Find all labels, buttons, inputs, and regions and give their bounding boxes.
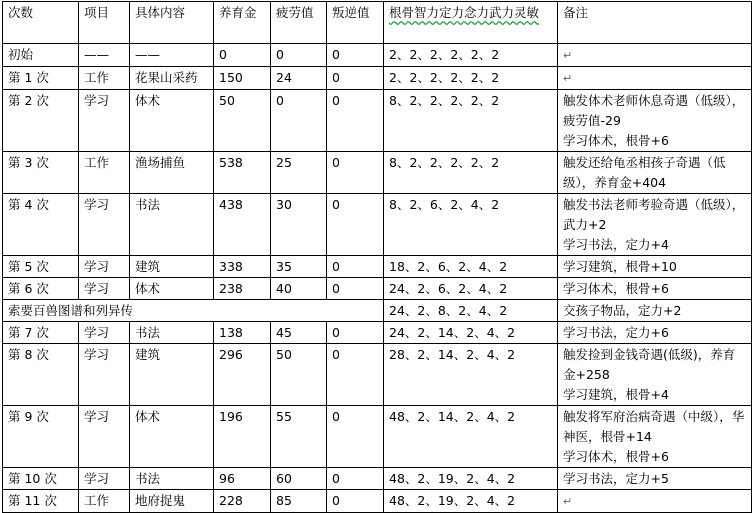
note-line: 学习书法，定力+5 [563, 471, 669, 486]
cell-item: 工作 [79, 490, 130, 513]
note-line: 学习建筑，根骨+4 [563, 387, 669, 402]
cell-rebel: 0 [327, 344, 384, 406]
cell-rebel: 0 [327, 468, 384, 490]
cell-item: 学习 [79, 90, 130, 152]
record-table [2, 1, 752, 513]
note-line: 触发体术老师休息奇遇（低级），疲劳值-29 [563, 93, 745, 128]
cell-count: 第 9 次 [3, 406, 79, 468]
header-fatigue: 疲劳值 [271, 2, 327, 44]
cell-count: 第 7 次 [3, 322, 79, 344]
cell-money: 196 [214, 406, 271, 468]
cell-fatigue: 25 [271, 152, 327, 194]
header-item: 项目 [79, 2, 130, 44]
cell-money: 50 [214, 90, 271, 152]
merged-cell: 索要百兽图谱和列异传 [3, 300, 384, 322]
table-row [3, 90, 752, 152]
cell-notes [558, 278, 752, 300]
note-line: 学习体术，根骨+6 [563, 133, 669, 148]
cell-stats: 8、2、2、2、2、2 [384, 152, 558, 194]
cell-item: —— [79, 44, 130, 67]
cell-stats: 24、2、6、2、4、2 [384, 278, 558, 300]
cell-stats: 48、2、19、2、4、2 [384, 468, 558, 490]
paragraph-mark-icon: ↵ [563, 72, 573, 85]
cell-notes [558, 90, 752, 152]
note-line: 学习书法，定力+4 [563, 237, 669, 252]
cell-money: 96 [214, 468, 271, 490]
cell-count: 第 4 次 [3, 194, 79, 256]
cell-count: 第 1 次 [3, 67, 79, 90]
paragraph-mark-icon: ↵ [563, 495, 573, 508]
table-body [3, 44, 752, 513]
cell-stats: 2、2、2、2、2、2 [384, 67, 558, 90]
cell-rebel: 0 [327, 152, 384, 194]
cell-item: 学习 [79, 194, 130, 256]
cell-item: 学习 [79, 344, 130, 406]
cell-stats: 48、2、19、2、4、2 [384, 490, 558, 513]
cell-notes [558, 344, 752, 406]
table-row [3, 278, 752, 300]
table-row [3, 194, 752, 256]
cell-stats: 8、2、6、2、4、2 [384, 194, 558, 256]
cell-notes [558, 468, 752, 490]
paragraph-mark-icon: ↵ [563, 49, 573, 62]
note-line: 触发还给龟丞相孩子奇遇（低级），养育金+404 [563, 155, 726, 190]
cell-fatigue: 45 [271, 322, 327, 344]
note-line: 交孩子物品，定力+2 [563, 303, 682, 318]
cell-rebel: 0 [327, 194, 384, 256]
cell-count: 初始 [3, 44, 79, 67]
cell-count: 第 8 次 [3, 344, 79, 406]
table-row [3, 322, 752, 344]
cell-notes [558, 322, 752, 344]
header-stats [384, 2, 558, 44]
cell-content: 渔场捕鱼 [130, 152, 214, 194]
cell-item: 学习 [79, 468, 130, 490]
cell-notes [558, 44, 752, 67]
cell-content: 体术 [130, 278, 214, 300]
header-notes: 备注 [558, 2, 752, 44]
cell-count: 第 6 次 [3, 278, 79, 300]
cell-fatigue: 60 [271, 468, 327, 490]
header-rebel: 叛逆值 [327, 2, 384, 44]
cell-fatigue: 30 [271, 194, 327, 256]
cell-content: 书法 [130, 322, 214, 344]
cell-stats: 24、2、8、2、4、2 [384, 300, 558, 322]
cell-fatigue: 0 [271, 44, 327, 67]
cell-fatigue: 24 [271, 67, 327, 90]
note-line: 学习体术，根骨+6 [563, 449, 669, 464]
cell-content: 地府捉鬼 [130, 490, 214, 513]
cell-count: 第 5 次 [3, 256, 79, 278]
cell-fatigue: 0 [271, 90, 327, 152]
cell-stats: 24、2、14、2、4、2 [384, 322, 558, 344]
cell-money: 538 [214, 152, 271, 194]
cell-count: 第 11 次 [3, 490, 79, 513]
cell-notes [558, 300, 752, 322]
table-row [3, 406, 752, 468]
cell-money: 0 [214, 44, 271, 67]
table-row [3, 490, 752, 513]
header-money: 养育金 [214, 2, 271, 44]
cell-money: 438 [214, 194, 271, 256]
cell-content: 体术 [130, 90, 214, 152]
cell-item: 学习 [79, 322, 130, 344]
cell-count: 第 3 次 [3, 152, 79, 194]
table-row [3, 468, 752, 490]
cell-rebel: 0 [327, 67, 384, 90]
cell-rebel: 0 [327, 256, 384, 278]
cell-notes [558, 406, 752, 468]
table-row [3, 344, 752, 406]
table-row [3, 152, 752, 194]
cell-money: 228 [214, 490, 271, 513]
cell-count: 第 10 次 [3, 468, 79, 490]
cell-rebel: 0 [327, 322, 384, 344]
cell-money: 296 [214, 344, 271, 406]
cell-content: —— [130, 44, 214, 67]
cell-money: 338 [214, 256, 271, 278]
cell-rebel: 0 [327, 44, 384, 67]
note-line: 触发书法老师考验奇遇（低级），武力+2 [563, 197, 745, 232]
table-row [3, 67, 752, 90]
cell-content: 体术 [130, 406, 214, 468]
cell-stats: 2、2、2、2、2、2 [384, 44, 558, 67]
cell-notes [558, 490, 752, 513]
cell-fatigue: 85 [271, 490, 327, 513]
cell-count: 第 2 次 [3, 90, 79, 152]
cell-stats: 28、2、14、2、4、2 [384, 344, 558, 406]
cell-rebel: 0 [327, 490, 384, 513]
cell-notes [558, 194, 752, 256]
cell-rebel: 0 [327, 406, 384, 468]
cell-notes [558, 67, 752, 90]
cell-content: 书法 [130, 468, 214, 490]
cell-item: 学习 [79, 406, 130, 468]
table-row [3, 300, 752, 322]
cell-rebel: 0 [327, 278, 384, 300]
table-row [3, 256, 752, 278]
cell-stats: 8、2、2、2、2、2 [384, 90, 558, 152]
cell-fatigue: 55 [271, 406, 327, 468]
cell-stats: 18、2、6、2、4、2 [384, 256, 558, 278]
header-stats-label: 根骨智力定力念力武力灵敏 [389, 5, 540, 20]
cell-notes [558, 256, 752, 278]
cell-stats: 48、2、14、2、4、2 [384, 406, 558, 468]
header-count: 次数 [3, 2, 79, 44]
cell-money: 238 [214, 278, 271, 300]
cell-content: 建筑 [130, 344, 214, 406]
note-line: 学习体术，根骨+6 [563, 281, 669, 296]
cell-item: 学习 [79, 278, 130, 300]
cell-item: 工作 [79, 152, 130, 194]
cell-item: 学习 [79, 256, 130, 278]
cell-rebel: 0 [327, 90, 384, 152]
note-line: 触发将军府治病奇遇（中级），华神医，根骨+14 [563, 409, 745, 444]
cell-fatigue: 40 [271, 278, 327, 300]
table-row [3, 44, 752, 67]
cell-money: 138 [214, 322, 271, 344]
cell-fatigue: 35 [271, 256, 327, 278]
header-content: 具体内容 [130, 2, 214, 44]
cell-fatigue: 50 [271, 344, 327, 406]
note-line: 学习建筑，根骨+10 [563, 259, 677, 274]
note-line: 触发捡到金钱奇遇(低级)，养育金+258 [563, 347, 736, 382]
cell-content: 书法 [130, 194, 214, 256]
cell-content: 建筑 [130, 256, 214, 278]
header-row [3, 2, 752, 44]
cell-content: 花果山采药 [130, 67, 214, 90]
cell-item: 工作 [79, 67, 130, 90]
cell-money: 150 [214, 67, 271, 90]
note-line: 学习书法，定力+6 [563, 325, 669, 340]
cell-notes [558, 152, 752, 194]
